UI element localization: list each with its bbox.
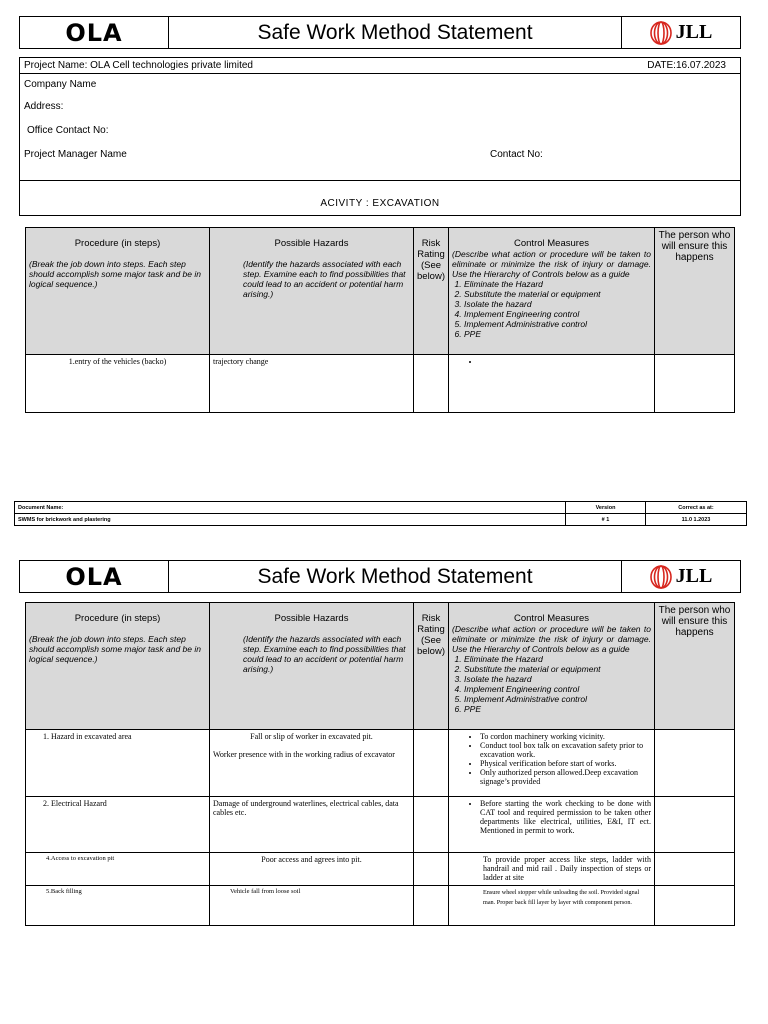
hazard-cell: trajectory change — [210, 355, 414, 413]
swms-table-2 — [25, 602, 734, 926]
correct-date: 11.0 1.2023 — [646, 514, 747, 526]
procedure-cell: 1.entry of the vehicles (backo) — [26, 355, 210, 413]
hazard-cell: Poor access and agrees into pit. — [210, 853, 414, 886]
correct-label: Correct as at: — [646, 502, 747, 514]
header-person: The person who will ensure this happens — [655, 603, 735, 730]
header-procedure: Procedure (in steps) (Break the job down into steps. Each step should accomplish some major task and be in logical sequence.) — [26, 228, 210, 355]
contact-no: Contact No: — [490, 149, 543, 160]
company-name: Company Name — [24, 79, 97, 90]
hazard-cell: Vehicle fall from loose soil — [210, 886, 414, 926]
office-contact: Office Contact No: — [27, 125, 109, 136]
control-cell — [449, 355, 655, 413]
person-cell — [655, 886, 735, 926]
project-date: DATE:16.07.2023 — [647, 60, 726, 71]
procedure-cell: 2. Electrical Hazard — [26, 797, 210, 853]
project-manager: Project Manager Name — [24, 149, 127, 160]
person-cell — [655, 355, 735, 413]
header-control: Control Measures (Describe what action or procedure will be taken to eliminate or minimize the risk of injury or damage. Use the Hierarchy of Controls below as a guide 1. Eliminate the Hazard 2. Substitute the material or equipment 3. Isolate the hazard 4. Implement Engineering control 5. Implement Administrative control 6. PPE — [449, 603, 655, 730]
project-info-box — [19, 57, 741, 216]
header-risk: Risk Rating (See below) — [414, 603, 449, 730]
person-cell — [655, 730, 735, 797]
ola-logo: OLA — [20, 561, 169, 592]
table-row — [26, 886, 735, 926]
control-cell: To provide proper access like steps, ladder with handrail and mid rail . Daily inspection of steps or ladder at site — [449, 853, 655, 886]
project-name: Project Name: OLA Cell technologies private limited — [24, 60, 253, 71]
jll-flame-icon — [650, 21, 672, 45]
header-hazards: Possible Hazards (Identify the hazards associated with each step. Examine each to find possibilities that could lead to an accident or potential harm arising.) — [210, 228, 414, 355]
header-bar — [19, 16, 741, 49]
swms-table-1 — [25, 227, 734, 413]
control-cell: • Before starting the work checking to be done with CAT tool and required permission to be taken other departments like electrical, utilities, E&I, IT ect. Mentioned in permit to work. — [449, 797, 655, 853]
doc-name-label: Document Name: — [15, 502, 566, 514]
header-procedure: Procedure (in steps) (Break the job down into steps. Each step should accomplish some major task and be in logical sequence.) — [26, 603, 210, 730]
table-row — [26, 853, 735, 886]
procedure-cell: 5.Back filling — [26, 886, 210, 926]
risk-cell — [414, 797, 449, 853]
hazard-cell: Damage of underground waterlines, electrical cables, data cables etc. — [210, 797, 414, 853]
address: Address: — [24, 101, 64, 112]
table-row — [26, 797, 735, 853]
header-hazards: Possible Hazards (Identify the hazards associated with each step. Examine each to find possibilities that could lead to an accident or potential harm arising.) — [210, 603, 414, 730]
doc-name: SWMS for brickwork and plastering — [15, 514, 566, 526]
ola-logo: OLA — [20, 17, 169, 48]
table-row — [26, 355, 735, 413]
table-row — [26, 730, 735, 797]
header-risk: Risk Rating (See below) — [414, 228, 449, 355]
risk-cell — [414, 730, 449, 797]
procedure-cell: 1. Hazard in excavated area — [26, 730, 210, 797]
document-title: Safe Work Method Statement — [257, 20, 533, 44]
document-title: Safe Work Method Statement — [257, 564, 533, 588]
control-cell: • To cordon machinery working vicinity. • Conduct tool box talk on excavation safety prior to excavation work. • Physical verification before start of works. • Only authorized person allowed.Deep excavation signage’s provided — [449, 730, 655, 797]
person-cell — [655, 797, 735, 853]
activity-label: ACIVITY : EXCAVATION — [320, 198, 440, 209]
risk-cell — [414, 853, 449, 886]
version-label: Version — [566, 502, 646, 514]
control-cell: Ensure wheel stopper while unloading the soil. Provided signal man. Proper back fill layer by layer with component person. — [449, 886, 655, 926]
version: # 1 — [566, 514, 646, 526]
risk-cell — [414, 886, 449, 926]
risk-cell — [414, 355, 449, 413]
document-footer — [14, 501, 746, 526]
header-control: Control Measures (Describe what action or procedure will be taken to eliminate or minimize the risk of injury or damage. Use the Hierarchy of Controls below as a guide 1. Eliminate the Hazard 2. Substitute the material or equipment 3. Isolate the hazard 4. Implement Engineering control 5. Implement Administrative control 6. PPE — [449, 228, 655, 355]
header-bar-2 — [19, 560, 741, 593]
jll-flame-icon — [650, 565, 672, 589]
person-cell — [655, 853, 735, 886]
procedure-cell: 4.Access to excavation pit — [26, 853, 210, 886]
jll-logo: JLL — [621, 17, 740, 48]
header-person: The person who will ensure this happens — [655, 228, 735, 355]
hazard-cell: Fall or slip of worker in excavated pit. Worker presence with in the working radius of excavator — [210, 730, 414, 797]
jll-logo: JLL — [621, 561, 740, 592]
